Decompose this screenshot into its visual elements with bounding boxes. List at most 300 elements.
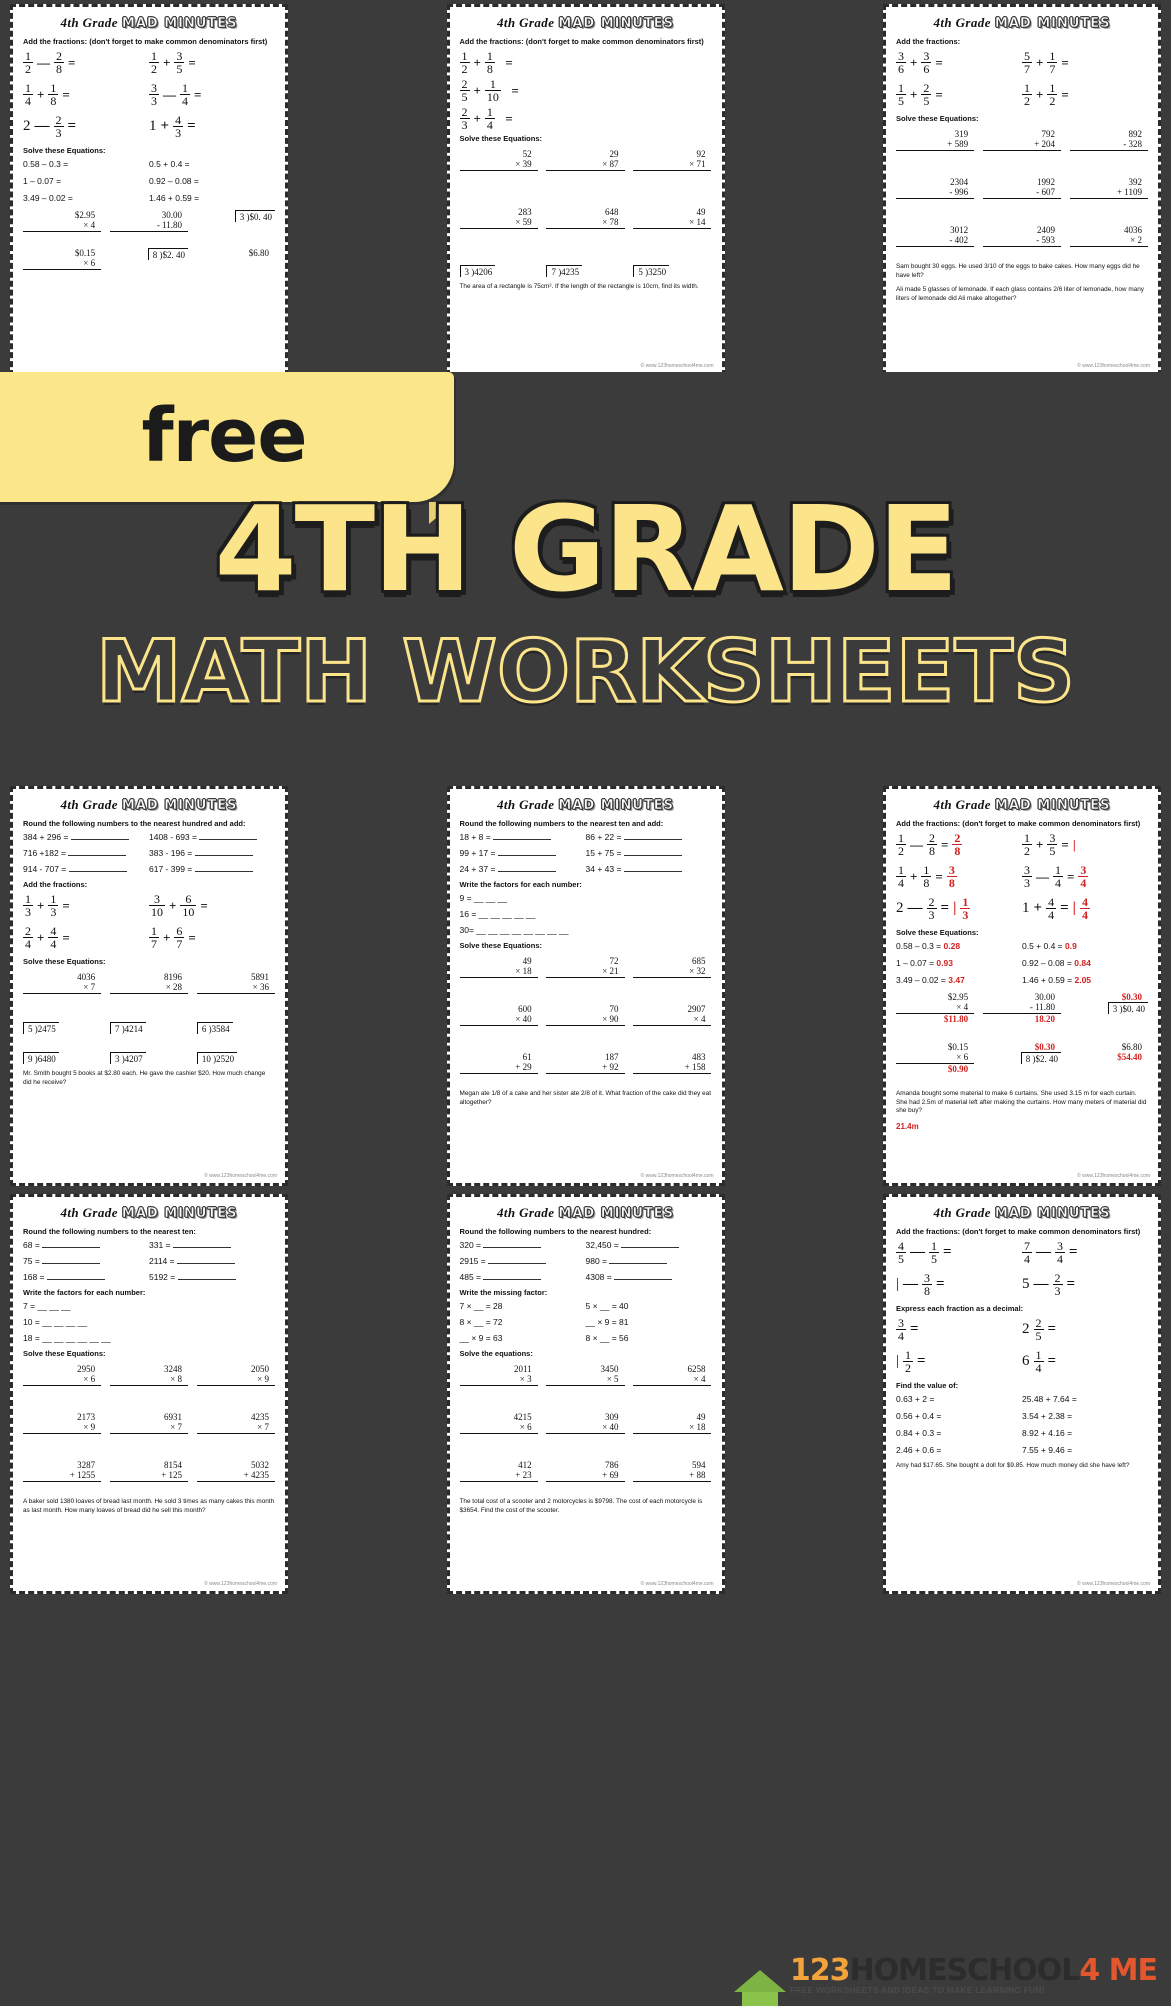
operand-top: 2173 (77, 1412, 96, 1422)
worksheet-card-4[interactable] (10, 786, 288, 1186)
round-problem: 383 - 196 = (149, 848, 275, 858)
vertical-problem (546, 1460, 624, 1482)
operand-bottom: × 28 (110, 982, 188, 994)
operand-bottom: × 14 (633, 217, 711, 229)
operand-top: 412 (518, 1460, 532, 1470)
worksheet-card-6-answer-key[interactable] (883, 786, 1161, 1186)
division-problem (110, 248, 188, 270)
fraction-problem: 7 4 — $\frac{3}{4}$ = (1024, 1239, 1078, 1266)
round-problem: 86 + 22 = (586, 832, 712, 842)
worksheet-row-top (0, 4, 1171, 376)
vertical-problem-row (460, 207, 712, 239)
vertical-problem (1070, 225, 1148, 247)
dividend: 3 )$0. 40 (235, 210, 275, 222)
vertical-problem-row (23, 210, 275, 242)
round-problem: 331 = (149, 1240, 275, 1250)
missing-factor-label: Write the missing factor: (459, 1288, 548, 1297)
division-row (23, 1022, 275, 1034)
vertical-problem (1070, 1042, 1148, 1074)
fraction-problem: 2 — $\frac{2}{3}$ = | 1 3 (896, 895, 969, 922)
fraction-problem: 1 3 + $\frac{1}{3}$ = (25, 892, 70, 919)
round-problem: 2114 = (149, 1256, 275, 1266)
worksheet-series: MAD MINUTES (121, 1206, 238, 1221)
operand-top: 892 (1128, 129, 1142, 139)
equation-row (896, 975, 1148, 985)
vertical-problem-row (23, 1412, 275, 1444)
decimal-row (896, 1317, 1148, 1345)
division-problem (983, 1042, 1061, 1074)
equations-label: Solve these Equations: (23, 146, 106, 155)
decimal-problem: 2 $\frac{2}{5}$ = (1022, 1316, 1057, 1343)
equations-label: Solve these Equations: (896, 928, 979, 937)
round-problem: 24 + 37 = (460, 864, 586, 874)
answer: $54.40 (1117, 1052, 1142, 1062)
fraction-row (896, 1240, 1148, 1268)
fraction-problem: 5 7 + $\frac{1}{7}$ = (1024, 49, 1069, 76)
factor-problem: 5 × __ = 40 (585, 1301, 629, 1311)
fraction-row (23, 50, 275, 78)
operand-bottom: × 78 (546, 217, 624, 229)
value-row (896, 1411, 1148, 1421)
word-problem: Sam bought 30 eggs. He used 3/10 of the eggs to bake cakes. How many eggs did he have left? (896, 263, 1140, 279)
operand-bottom: × 40 (460, 1014, 538, 1026)
operand-top: 3287 (77, 1460, 96, 1470)
round-row (460, 848, 712, 858)
operand-bottom: × 3 (460, 1374, 538, 1386)
operand-top: 4215 (513, 1412, 532, 1422)
word-problem: The area of a rectangle is 75cm². If the length of the rectangle is 10cm, find its width. (459, 283, 699, 290)
fraction-row (896, 50, 1148, 78)
credit-text: © www.123homeschool4me.com (640, 1173, 714, 1179)
credit-text: © www.123homeschool4me.com (640, 1581, 714, 1587)
vertical-problem-row (460, 1364, 712, 1396)
operand-bottom: × 6 (23, 1374, 101, 1386)
worksheet-series: MAD MINUTES (558, 1206, 675, 1221)
value-row (896, 1445, 1148, 1455)
operand-bottom: + 88 (633, 1470, 711, 1482)
operand-bottom: + 29 (460, 1062, 538, 1074)
equation-row (23, 193, 275, 203)
dividend: 5 )2475 (23, 1022, 59, 1034)
fraction-row (896, 896, 1148, 924)
dividend: 7 )4214 (110, 1022, 146, 1034)
vertical-problem (633, 1004, 711, 1026)
word-problem: Amanda bought some material to make 6 curtains. She used 3.15 m for each curtain. She had 2.5m of material left after making the curtains. How many meters of material did she buy? (896, 1090, 1147, 1115)
equations-label: Solve these Equations: (23, 957, 106, 966)
fraction-problem: 3 3 — $\frac{1}{4}$ = $\frac{3}{4}$ (1024, 863, 1087, 890)
operand-top: 30.00 (1034, 992, 1056, 1002)
vertical-problem-row (23, 248, 275, 280)
value-row (896, 1394, 1148, 1404)
vertical-problem (546, 1052, 624, 1074)
equation: 0.92 – 0.08 = 0.84 (1022, 958, 1091, 968)
fraction-row (23, 114, 275, 142)
word-problem: Megan ate 1/8 of a cake and her sister ate 2/8 of it. What fraction of the cake did they eat altogether? (459, 1090, 712, 1106)
round-problem: 18 + 8 = (460, 832, 586, 842)
dividend: 3 )4207 (110, 1052, 146, 1064)
answer: 0.84 (1074, 958, 1091, 968)
worksheet-series: MAD MINUTES (558, 16, 675, 31)
equations-label: Solve these Equations: (459, 941, 543, 950)
round-row (460, 1272, 712, 1282)
operand-top: 2950 (77, 1364, 96, 1374)
vertical-problem (460, 956, 538, 978)
factor-problem: 8 × __ = 72 (459, 1317, 503, 1327)
equation: 0.58 – 0.3 = 0.28 (896, 941, 961, 951)
word-problem-answer: 21.4m (896, 1121, 919, 1131)
dividend: 3 )4206 (460, 265, 496, 277)
round-problem: 4308 = (586, 1272, 712, 1282)
dividend: 8 )$2. 40 (1021, 1052, 1061, 1064)
vertical-problem-row (460, 1460, 712, 1492)
operand-bottom: × 59 (460, 217, 538, 229)
equation-row (896, 941, 1148, 951)
operand-bottom: × 2 (1070, 235, 1148, 247)
vertical-problem-row (460, 1412, 712, 1444)
vertical-problem-row (896, 225, 1148, 257)
vertical-problem (983, 177, 1061, 199)
factor-problem: 16 = __ __ __ __ __ (459, 909, 536, 919)
worksheet-card-2[interactable] (447, 4, 725, 376)
worksheet-card-7[interactable] (10, 1194, 288, 1594)
vertical-problem-row (896, 177, 1148, 209)
worksheet-grade: 4th Grade (933, 15, 991, 30)
operand-top: 49 (696, 1412, 706, 1422)
worksheet-title (896, 1205, 1148, 1221)
vertical-problem-row (896, 1042, 1148, 1084)
vertical-problem (23, 1364, 101, 1386)
instruction-text: Round the following numbers to the nearest hundred and add: (23, 819, 246, 828)
factors-label: Write the factors for each number: (23, 1288, 146, 1297)
operand-top: 61 (522, 1052, 532, 1062)
worksheet-card-3[interactable] (883, 4, 1161, 376)
fraction-problem: 1 + $\frac{4}{4}$ = | 4 4 (1022, 895, 1088, 922)
worksheet-grade: 4th Grade (60, 15, 118, 30)
operand-bottom: + 69 (546, 1470, 624, 1482)
factor-problem: 7 = __ __ __ (23, 1301, 71, 1311)
operand-bottom: × 90 (546, 1014, 624, 1026)
operand-top: 187 (605, 1052, 619, 1062)
equations-label: Solve these Equations: (23, 1349, 106, 1358)
fraction-row (896, 864, 1148, 892)
site-logo[interactable] (734, 1952, 1157, 1995)
vertical-problem (110, 972, 188, 994)
fraction-problem: 1 5 + $\frac{2}{5}$ = (898, 81, 943, 108)
operand-bottom: × 39 (460, 159, 538, 171)
factors-label: Write the factors for each number: (459, 880, 582, 889)
fraction-problem: 3 6 + $\frac{3}{6}$ = (898, 49, 943, 76)
vertical-problem-row (896, 129, 1148, 161)
equation: 1.46 + 0.59 = 2.05 (1022, 975, 1092, 985)
operand-bottom: × 40 (546, 1422, 624, 1434)
answer: 18.20 (1034, 1014, 1056, 1024)
factor-problem: 10 = __ __ __ __ (23, 1317, 88, 1327)
round-row (23, 1272, 275, 1282)
operand-top: 2011 (513, 1364, 532, 1374)
operand-top: 2304 (950, 177, 969, 187)
free-label: free (141, 393, 307, 479)
worksheet-grade: 4th Grade (60, 797, 118, 812)
word-problem: Ali made 5 glasses of lemonade. If each glass contains 2/6 liter of lemonade, how many liters of lemonade did Ali make altogether? (896, 286, 1144, 302)
fraction-problem: 2 — $\frac{2}{3}$ = (23, 113, 77, 140)
factor-problem: 9 = __ __ __ (459, 893, 508, 903)
decimal-problem: | $\frac{1}{2}$ = (896, 1348, 926, 1375)
answer: 0.28 (943, 941, 961, 951)
equations-label: Solve these Equations: (896, 114, 979, 123)
vertical-problem (983, 225, 1061, 247)
operand-top: 8196 (164, 972, 183, 982)
value-row (896, 1428, 1148, 1438)
worksheet-row-middle (0, 786, 1171, 1186)
worksheet-series: MAD MINUTES (994, 16, 1111, 31)
operand-bottom: - 328 (1070, 139, 1148, 151)
operand-top: 2050 (250, 1364, 269, 1374)
vertical-problem-row (460, 149, 712, 181)
worksheet-card-8[interactable] (447, 1194, 725, 1594)
operand-bottom: × 36 (197, 982, 275, 994)
operand-bottom: × 21 (546, 966, 624, 978)
answer: $0.30 (1034, 1042, 1056, 1052)
vertical-problem (896, 1042, 974, 1074)
operand-bottom: - 607 (983, 187, 1061, 199)
vertical-problem (197, 1412, 275, 1434)
worksheet-title (23, 1205, 275, 1221)
value-problem: 0.63 + 2 = (896, 1394, 935, 1404)
factor-problem: 30= __ __ __ __ __ __ __ __ (459, 925, 569, 935)
factor-row (460, 1317, 712, 1327)
vertical-problem (633, 1052, 711, 1074)
operand-top: 6931 (164, 1412, 183, 1422)
fraction-problem: 2 5 + $\frac{1}{10}$ = (461, 77, 519, 104)
operand-bottom: × 4 (23, 220, 101, 232)
operand-bottom: + 23 (460, 1470, 538, 1482)
round-problem: 15 + 75 = (586, 848, 712, 858)
round-problem: 32,450 = (586, 1240, 712, 1250)
operand-top: 5032 (250, 1460, 269, 1470)
round-row (23, 1256, 275, 1266)
operand-top: $6.80 (248, 248, 269, 258)
round-problem: 75 = (23, 1256, 149, 1266)
round-row (460, 832, 712, 842)
operand-bottom: + 125 (110, 1470, 188, 1482)
operand-top: 283 (518, 207, 532, 217)
credit-text: © www.123homeschool4me.com (640, 363, 714, 369)
decimal-problem: 6 $\frac{1}{4}$ = (1022, 1348, 1057, 1375)
credit-text: © www.123homeschool4me.com (204, 1173, 277, 1179)
operand-top: 8154 (164, 1460, 183, 1470)
fraction-problem: | — $\frac{3}{8}$ = (896, 1271, 945, 1298)
fraction-problem: 1 4 + $\frac{1}{8}$ = (25, 81, 70, 108)
logo-title (789, 1952, 1157, 1988)
operand-top: $6.80 (1121, 1042, 1142, 1052)
operand-top: 4036 (1123, 225, 1142, 235)
operand-bottom: + 589 (896, 139, 974, 151)
dividend: 3 )$0. 40 (1108, 1002, 1148, 1014)
operand-bottom: - 996 (896, 187, 974, 199)
round-problem: 980 = (586, 1256, 712, 1266)
equations-label: Solve the equations: (459, 1349, 533, 1358)
round-row (23, 1240, 275, 1250)
vertical-problem-row (23, 1364, 275, 1396)
vertical-problem (23, 210, 101, 232)
fraction-problem: 1 7 + $\frac{6}{7}$ = (151, 924, 196, 951)
division-row (23, 1052, 275, 1064)
vertical-problem (633, 1412, 711, 1434)
equations-label: Solve these Equations: (459, 134, 543, 143)
factor-problem: __ × 9 = 63 (459, 1333, 503, 1343)
operand-bottom: × 7 (197, 1422, 275, 1434)
operand-top: 1992 (1037, 177, 1056, 187)
operand-top: 3248 (164, 1364, 183, 1374)
equation-row (23, 176, 275, 186)
worksheet-title (460, 15, 712, 31)
worksheet-card-5[interactable] (447, 786, 725, 1186)
word-problem: Mr. Smith bought 5 books at $2.80 each. He gave the cashier $20. How much change did he receive? (23, 1070, 266, 1086)
operand-top: 2907 (687, 1004, 706, 1014)
operand-top: 600 (518, 1004, 532, 1014)
equation: 0.5 + 0.4 = 0.9 (1022, 941, 1077, 951)
factor-row (460, 1333, 712, 1343)
operand-bottom: × 5 (546, 1374, 624, 1386)
operand-top: 309 (605, 1412, 619, 1422)
operand-top: 52 (522, 149, 532, 159)
operand-top: 92 (696, 149, 706, 159)
hero-banner (0, 372, 1171, 777)
add-fractions-label: Add the fractions: (23, 880, 88, 889)
vertical-problem (633, 956, 711, 978)
operand-top: $2.95 (74, 210, 96, 220)
vertical-problem-row (896, 992, 1148, 1034)
worksheet-card-9[interactable] (883, 1194, 1161, 1594)
instruction-text: Add the fractions: (don't forget to make common denominators first) (896, 1227, 1141, 1236)
operand-top: $0.15 (947, 1042, 969, 1052)
fraction-problem: 1 2 + $\frac{3}{5}$ = (151, 49, 196, 76)
dividend: 7 )4235 (546, 265, 582, 277)
equation: 0.5 + 0.4 = (149, 159, 190, 169)
worksheet-title (460, 1205, 712, 1221)
operand-top: 392 (1128, 177, 1142, 187)
operand-bottom: × 18 (460, 966, 538, 978)
round-problem: 384 + 296 = (23, 832, 149, 842)
vertical-problem (197, 1364, 275, 1386)
operand-bottom: + 92 (546, 1062, 624, 1074)
vertical-problem (896, 225, 974, 247)
vertical-problem (896, 992, 974, 1024)
worksheet-grade: 4th Grade (496, 797, 555, 812)
equation: 3.49 – 0.02 = (23, 193, 73, 203)
factor-row (460, 1301, 712, 1311)
vertical-problem (197, 248, 275, 270)
vertical-problem-row (460, 956, 712, 988)
vertical-problem (110, 210, 188, 232)
worksheet-grade: 4th Grade (933, 797, 991, 812)
answer: $0.30 (1121, 992, 1142, 1002)
fraction-row (896, 1272, 1148, 1300)
operand-bottom: + 1255 (23, 1470, 101, 1482)
fraction-problem: 1 + $\frac{4}{3}$ = (149, 113, 196, 140)
vertical-problem (983, 992, 1061, 1024)
worksheet-title (460, 797, 712, 813)
operand-top: 5891 (250, 972, 269, 982)
operand-bottom: - 593 (983, 235, 1061, 247)
operand-top: $2.95 (947, 992, 969, 1002)
operand-bottom: + 1109 (1070, 187, 1148, 199)
equation: 0.92 – 0.08 = (149, 176, 199, 186)
round-row (460, 864, 712, 874)
vertical-problem (23, 1460, 101, 1482)
fraction-row (23, 925, 275, 953)
round-problem: 716 +182 = (23, 848, 149, 858)
dividend: 10 )2520 (197, 1052, 237, 1064)
operand-top: 319 (954, 129, 969, 139)
factor-problem: 8 × __ = 56 (585, 1333, 629, 1343)
dividend: 8 )$2. 40 (148, 248, 188, 260)
word-problem: Amy had $17.65. She bought a doll for $9.85. How much money did she have left? (896, 1462, 1130, 1469)
round-row (460, 1240, 712, 1250)
dividend: 6 )3584 (197, 1022, 233, 1034)
fraction-problem: 2 4 + $\frac{4}{4}$ = (25, 924, 70, 951)
credit-text: © www.123homeschool4me.com (1077, 363, 1150, 369)
instruction-text: Add the fractions: (don't forget to make common denominators first) (896, 819, 1141, 828)
vertical-problem (460, 1460, 538, 1482)
answer: 0.93 (936, 958, 953, 968)
fraction-problem: 3 3 — $\frac{1}{4}$ = (151, 81, 202, 108)
decimal-problem: $\frac{3}{4}$ = (898, 1316, 919, 1343)
operand-bottom: × 71 (633, 159, 711, 171)
word-problem: The total cost of a scooter and 2 motorcycles is $9798. The cost of each motorcycle is $3654. Find the cost of the scooter. (459, 1498, 703, 1514)
vertical-problem (460, 149, 538, 171)
fraction-problem: 2 3 + $\frac{1}{4}$ = (461, 105, 513, 132)
operand-bottom: × 6 (896, 1052, 974, 1064)
vertical-problem (546, 207, 624, 229)
value-problem: 25.48 + 7.64 = (1022, 1394, 1077, 1404)
operand-top: 70 (609, 1004, 619, 1014)
worksheet-card-1[interactable] (10, 4, 288, 376)
operand-top: 792 (1041, 129, 1056, 139)
round-row (460, 1256, 712, 1266)
fraction-problem: 1 2 + $\frac{1}{8}$ = (461, 49, 513, 76)
operand-top: 49 (522, 956, 532, 966)
equation-row (896, 958, 1148, 968)
worksheet-title (896, 15, 1148, 31)
operand-top: 30.00 (161, 210, 183, 220)
operand-bottom: - 11.80 (983, 1002, 1061, 1014)
vertical-problem (896, 177, 974, 199)
logo-text (789, 1952, 1157, 1995)
operand-top: 4036 (77, 972, 96, 982)
round-row (23, 864, 275, 874)
operand-bottom: × 87 (546, 159, 624, 171)
instruction-text: Round the following numbers to the nearest ten and add: (459, 819, 664, 828)
vertical-problem (546, 1412, 624, 1434)
credit-text: © www.123homeschool4me.com (204, 1581, 277, 1587)
operand-top: 2409 (1037, 225, 1056, 235)
answer: $0.90 (947, 1064, 969, 1074)
equation: 3.49 – 0.02 = 3.47 (896, 975, 965, 985)
fraction-problem: 1 2 + $\frac{3}{5}$ = | (1024, 831, 1076, 858)
value-problem: 2.46 + 0.6 = (896, 1445, 942, 1455)
worksheet-row-bottom (0, 1194, 1171, 1594)
operand-bottom: × 32 (633, 966, 711, 978)
round-problem: 99 + 17 = (460, 848, 586, 858)
worksheet-series: MAD MINUTES (558, 798, 675, 813)
vertical-problem (197, 972, 275, 994)
worksheet-grade: 4th Grade (496, 15, 555, 30)
vertical-problem (1070, 177, 1148, 199)
vertical-problem (633, 149, 711, 171)
logo-4me: 4 ME (1079, 1952, 1157, 1988)
operand-bottom: + 4235 (197, 1470, 275, 1482)
